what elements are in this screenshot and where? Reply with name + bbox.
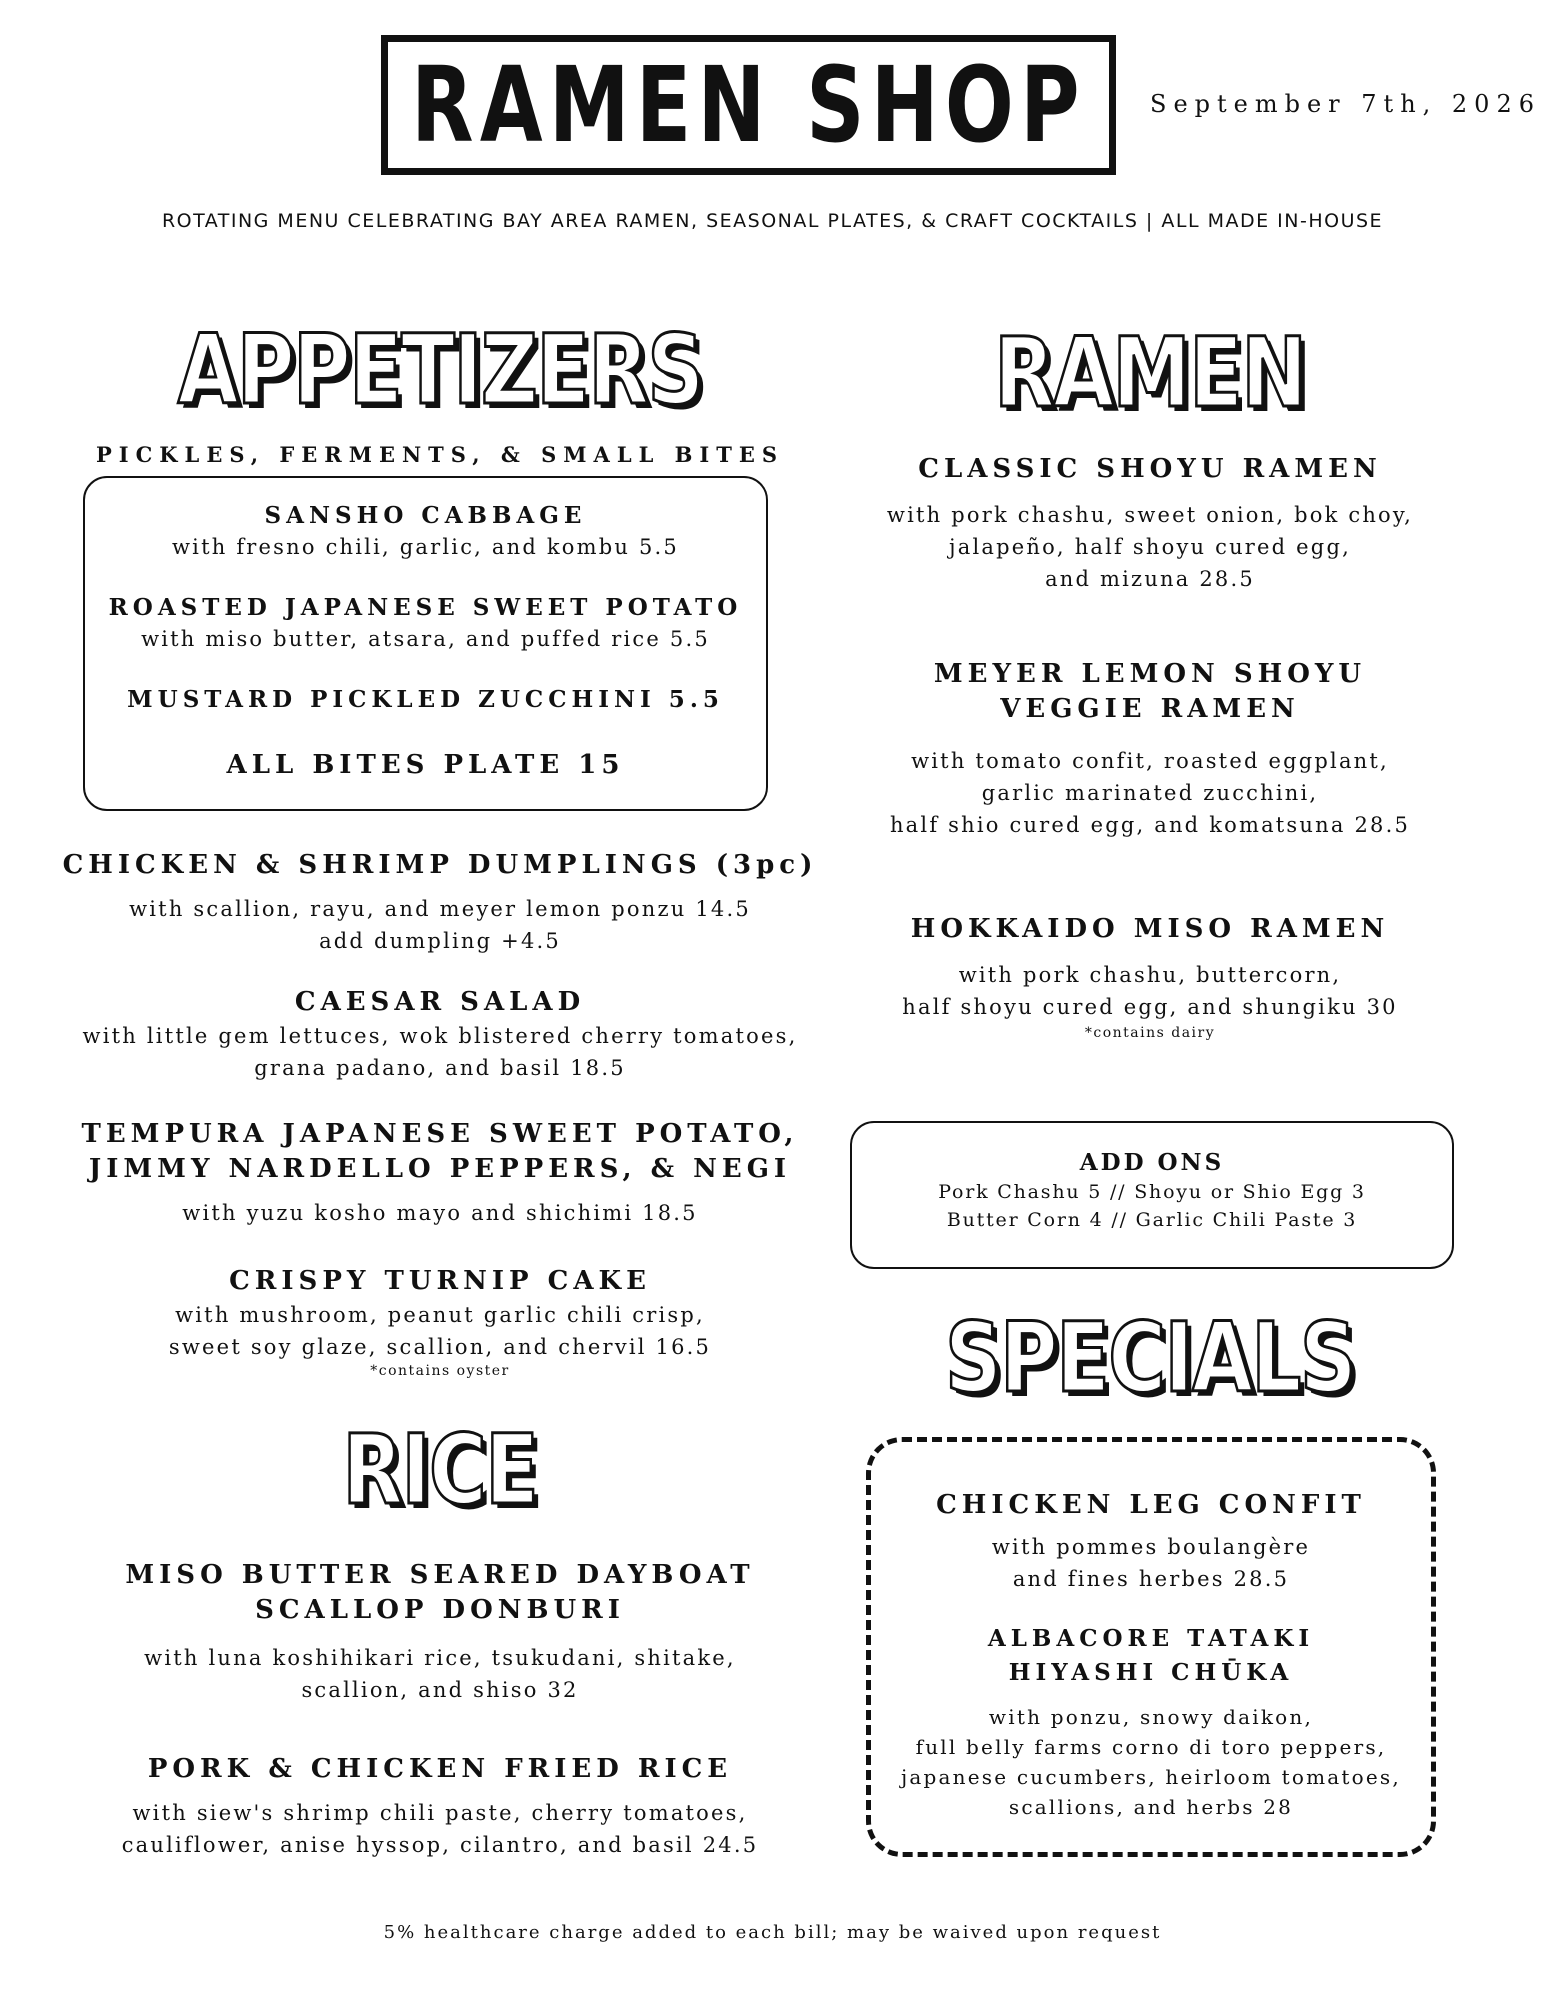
add-ons-title: ADD ONS <box>1079 1149 1225 1176</box>
item-desc: with luna koshihikari rice, tsukudani, shitake, scallion, and shiso 32 <box>144 1646 736 1702</box>
item-name: CHICKEN & SHRIMP DUMPLINGS (3pc) <box>62 850 818 880</box>
menu-item <box>40 848 840 957</box>
ramen-heading: RAMEN <box>994 317 1306 429</box>
bite-item <box>83 500 768 563</box>
restaurant-name: RAMEN SHOP <box>411 44 1086 166</box>
bite-item <box>83 592 768 655</box>
appetizers-heading: APPETIZERS <box>177 314 703 426</box>
add-ons-list: Pork Chashu 5 // Shoyu or Shio Egg 3 Butter Corn 4 // Garlic Chili Paste 3 <box>938 1181 1366 1231</box>
appetizers-subheading: PICKLES, FERMENTS, & SMALL BITES <box>95 442 785 467</box>
specials-heading-wrap <box>850 1302 1450 1414</box>
item-name: CLASSIC SHOYU RAMEN <box>918 454 1382 484</box>
bite-item <box>83 748 768 783</box>
menu-item <box>40 1117 840 1229</box>
bite-name: ROASTED JAPANESE SWEET POTATO <box>108 594 743 621</box>
bite-desc: with fresno chili, garlic, and kombu 5.5 <box>171 535 679 559</box>
item-name: ALBACORE TATAKI HIYASHI CHŪKA <box>987 1625 1315 1686</box>
menu-item <box>850 912 1450 1041</box>
item-name: MEYER LEMON SHOYU VEGGIE RAMEN <box>933 659 1367 724</box>
item-name: CAESAR SALAD <box>294 987 586 1017</box>
menu-item <box>40 985 840 1084</box>
item-desc: with tomato confit, roasted eggplant, garlic marinated zucchini, half shio cured egg, and komatsuna 28.5 <box>889 749 1411 837</box>
item-desc: with ponzu, snowy daikon, full belly farms corno di toro peppers, japanese cucumbers, heirloom tomatoes, scallions, and herbs 28 <box>901 1705 1401 1819</box>
menu-date: September 7th, 2026 <box>1150 90 1541 118</box>
bite-item <box>83 684 768 715</box>
item-note: *contains dairy <box>1084 1025 1216 1041</box>
menu-item <box>850 657 1450 841</box>
item-desc: with pork chashu, sweet onion, bok choy, jalapeño, half shoyu cured egg, and mizuna 28.5 <box>886 503 1414 591</box>
bite-desc: with miso butter, atsara, and puffed rice 5.5 <box>141 627 710 651</box>
item-name: HOKKAIDO MISO RAMEN <box>910 914 1390 944</box>
appetizers-heading-wrap <box>60 314 820 426</box>
bite-name: MUSTARD PICKLED ZUCCHINI 5.5 <box>127 686 724 713</box>
bite-name: ALL BITES PLATE 15 <box>226 750 625 780</box>
special-item <box>866 1622 1436 1822</box>
menu-item <box>850 452 1450 595</box>
rice-heading-wrap <box>40 1414 840 1526</box>
item-desc: with mushroom, peanut garlic chili crisp, sweet soy glaze, scallion, and chervil 16.5 <box>168 1303 712 1359</box>
item-name: CHICKEN LEG CONFIT <box>936 1490 1366 1520</box>
add-ons-box <box>850 1121 1454 1269</box>
item-desc: with yuzu kosho mayo and shichimi 18.5 <box>182 1201 698 1225</box>
item-desc: with siew's shrimp chili paste, cherry tomatoes, cauliflower, anise hyssop, cilantro, and basil 24.5 <box>121 1801 759 1857</box>
special-item <box>866 1488 1436 1595</box>
menu-item <box>40 1752 840 1861</box>
menu-item <box>40 1558 840 1706</box>
item-name: CRISPY TURNIP CAKE <box>229 1266 651 1296</box>
specials-heading: SPECIALS <box>945 1302 1355 1414</box>
bite-name: SANSHO CABBAGE <box>264 502 587 529</box>
tagline: ROTATING MENU CELEBRATING BAY AREA RAMEN, SEASONAL PLATES, & CRAFT COCKTAILS | ALL MADE IN-HOUSE <box>161 210 1384 232</box>
ramen-heading-wrap <box>850 317 1450 429</box>
item-desc: with scallion, rayu, and meyer lemon ponzu 14.5 add dumpling +4.5 <box>129 897 751 953</box>
item-desc: with pommes boulangère and fines herbes 28.5 <box>991 1535 1311 1591</box>
item-desc: with little gem lettuces, wok blistered cherry tomatoes, grana padano, and basil 18.5 <box>82 1024 798 1080</box>
item-name: TEMPURA JAPANESE SWEET POTATO, JIMMY NARDELLO PEPPERS, & NEGI <box>81 1119 799 1184</box>
brand-logo-box <box>381 35 1116 175</box>
menu-item <box>40 1264 840 1379</box>
footer-note: 5% healthcare charge added to each bill; may be waived upon request <box>383 1922 1162 1943</box>
item-desc: with pork chashu, buttercorn, half shoyu cured egg, and shungiku 30 <box>902 963 1398 1019</box>
item-note: *contains oyster <box>370 1363 510 1379</box>
item-name: MISO BUTTER SEARED DAYBOAT SCALLOP DONBURI <box>125 1560 755 1625</box>
item-name: PORK & CHICKEN FRIED RICE <box>147 1754 733 1784</box>
rice-heading: RICE <box>342 1414 538 1526</box>
